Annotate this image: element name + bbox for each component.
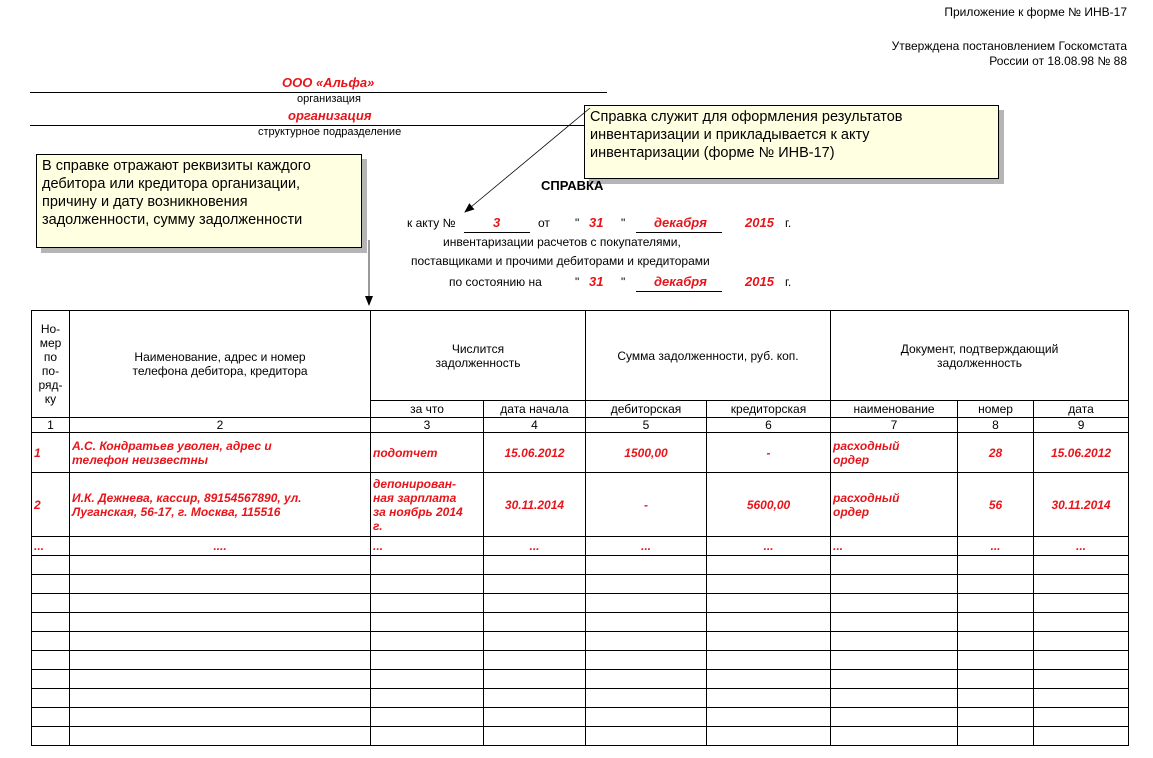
empty-cell	[484, 670, 586, 689]
row-doc-date: 30.11.2014	[1034, 473, 1129, 537]
empty-cell	[371, 594, 484, 613]
state-year-suffix: г.	[785, 275, 792, 289]
empty-cell	[70, 670, 371, 689]
col-number: 3	[371, 418, 484, 433]
state-day: 31	[589, 274, 604, 289]
empty-cell	[958, 708, 1034, 727]
row-for-what-line: депонирован-	[373, 476, 456, 491]
sub-header: дата начала	[484, 401, 586, 418]
approved-line-2: России от 18.08.98 № 88	[989, 54, 1127, 68]
row-for-what-line: подотчет	[373, 445, 438, 460]
empty-cell	[707, 556, 831, 575]
empty-cell	[1034, 556, 1129, 575]
empty-cell	[371, 727, 484, 746]
empty-row	[32, 670, 1129, 689]
header-doc-line: задолженность	[937, 355, 1023, 370]
ellipsis-cell: ...	[586, 537, 707, 556]
table-row	[32, 473, 1129, 537]
empty-cell	[70, 594, 371, 613]
empty-cell	[831, 556, 958, 575]
empty-cell	[32, 651, 70, 670]
state-month-line	[636, 291, 722, 292]
empty-cell	[32, 594, 70, 613]
empty-cell	[32, 556, 70, 575]
sub-header: за что	[371, 401, 484, 418]
col-number: 2	[70, 418, 371, 433]
act-number-line	[464, 232, 530, 233]
empty-cell	[831, 670, 958, 689]
col-number: 7	[831, 418, 958, 433]
empty-cell	[32, 632, 70, 651]
row-num: 2	[32, 473, 70, 537]
header-row	[32, 311, 1129, 401]
empty-row	[32, 575, 1129, 594]
empty-cell	[958, 613, 1034, 632]
ellipsis-cell: ...	[958, 537, 1034, 556]
empty-cell	[707, 575, 831, 594]
empty-cell	[1034, 651, 1129, 670]
empty-cell	[831, 651, 958, 670]
empty-cell	[831, 575, 958, 594]
unit-name: организация	[288, 108, 372, 123]
note-right-line: инвентаризации (форме № ИНВ-17)	[590, 145, 835, 161]
empty-cell	[958, 689, 1034, 708]
empty-row	[32, 594, 1129, 613]
empty-cell	[484, 651, 586, 670]
row-name-line: А.С. Кондратьев уволен, адрес и	[72, 438, 272, 453]
empty-cell	[831, 689, 958, 708]
empty-cell	[707, 670, 831, 689]
row-num: 1	[32, 433, 70, 473]
act-month: декабря	[654, 215, 707, 230]
row-debit: 1500,00	[586, 433, 707, 473]
state-label: по состоянию на	[449, 275, 542, 289]
empty-cell	[1034, 594, 1129, 613]
column-number-row	[32, 418, 1129, 433]
empty-cell	[958, 594, 1034, 613]
quote-open: "	[575, 216, 580, 230]
empty-cell	[1034, 689, 1129, 708]
col-number: 9	[1034, 418, 1129, 433]
empty-cell	[371, 670, 484, 689]
empty-cell	[1034, 575, 1129, 594]
row-doc-date: 15.06.2012	[1034, 433, 1129, 473]
org-caption: организация	[297, 93, 361, 105]
empty-cell	[958, 556, 1034, 575]
row-for-what	[371, 473, 484, 537]
ellipsis-cell: ....	[70, 537, 371, 556]
row-for-what-line: ная зарплата	[373, 490, 457, 505]
row-start-date: 30.11.2014	[484, 473, 586, 537]
note-left-line: задолженности, сумму задолженности	[42, 212, 303, 228]
empty-cell	[831, 708, 958, 727]
empty-cell	[707, 613, 831, 632]
empty-cell	[831, 632, 958, 651]
empty-row	[32, 651, 1129, 670]
empty-cell	[371, 556, 484, 575]
row-name-line: Луганская, 56-17, г. Москва, 115516	[72, 504, 281, 519]
ellipsis-cell: ...	[484, 537, 586, 556]
empty-cell	[484, 613, 586, 632]
row-for-what-line: г.	[373, 518, 383, 533]
row-name-line: И.К. Дежнева, кассир, 89154567890, ул.	[72, 490, 302, 505]
header-doc-line: Документ, подтверждающий	[900, 341, 1059, 356]
empty-cell	[831, 613, 958, 632]
act-year-suffix: г.	[785, 216, 792, 230]
empty-cell	[707, 727, 831, 746]
empty-cell	[958, 575, 1034, 594]
ellipsis-cell: ...	[32, 537, 70, 556]
empty-row	[32, 727, 1129, 746]
sub-header: номер	[958, 401, 1034, 418]
row-name-line: телефон неизвестны	[72, 452, 208, 467]
empty-cell	[958, 727, 1034, 746]
row-name	[70, 433, 371, 473]
sub-header: наименование	[831, 401, 958, 418]
row-doc-name-line: ордер	[833, 452, 870, 467]
empty-cell	[707, 651, 831, 670]
empty-cell	[371, 651, 484, 670]
ellipsis-cell: ...	[707, 537, 831, 556]
header-num-line: ряд-	[38, 378, 63, 392]
note-right-line: инвентаризации и прикладывается к акту	[590, 127, 870, 143]
empty-cell	[1034, 613, 1129, 632]
empty-cell	[32, 708, 70, 727]
table-row	[32, 433, 1129, 473]
empty-cell	[1034, 708, 1129, 727]
empty-cell	[958, 670, 1034, 689]
empty-cell	[831, 594, 958, 613]
row-doc-name-line: ордер	[833, 504, 870, 519]
empty-cell	[70, 613, 371, 632]
row-doc-num: 28	[958, 433, 1034, 473]
act-prefix: к акту №	[407, 216, 456, 230]
ellipsis-cell: ...	[371, 537, 484, 556]
empty-cell	[484, 708, 586, 727]
empty-cell	[586, 556, 707, 575]
empty-cell	[586, 708, 707, 727]
empty-cell	[484, 727, 586, 746]
org-name: ООО «Альфа»	[282, 75, 375, 90]
empty-cell	[1034, 632, 1129, 651]
sub-header: дата	[1034, 401, 1129, 418]
act-month-line	[636, 232, 722, 233]
col-number: 4	[484, 418, 586, 433]
header-name-line: Наименование, адрес и номер	[134, 350, 306, 364]
note-left-line: В справке отражают реквизиты каждого	[42, 158, 311, 174]
row-credit: 5600,00	[707, 473, 831, 537]
arrow-right-note	[465, 108, 590, 212]
ellipsis-cell: ...	[1034, 537, 1129, 556]
header-num	[32, 311, 70, 418]
empty-cell	[70, 727, 371, 746]
doc-title: СПРАВКА	[541, 178, 604, 193]
empty-cell	[484, 575, 586, 594]
row-for-what	[371, 433, 484, 473]
empty-cell	[586, 651, 707, 670]
unit-caption: структурное подразделение	[258, 126, 402, 138]
header-num-line: мер	[39, 336, 62, 350]
state-month: декабря	[654, 274, 707, 289]
col-number: 5	[586, 418, 707, 433]
state-year: 2015	[745, 274, 774, 289]
quote-close: "	[621, 216, 626, 230]
empty-cell	[707, 708, 831, 727]
empty-cell	[484, 632, 586, 651]
empty-row	[32, 556, 1129, 575]
empty-cell	[371, 632, 484, 651]
header-sum: Сумма задолженности, руб. коп.	[586, 311, 831, 401]
sub-header: кредиторская	[707, 401, 831, 418]
doc-line-2: инвентаризации расчетов с покупателями,	[443, 235, 681, 249]
empty-cell	[1034, 670, 1129, 689]
col-number: 1	[32, 418, 70, 433]
empty-cell	[586, 594, 707, 613]
row-doc-name-line: расходный	[833, 490, 900, 505]
note-right-line: Справка служит для оформления результатов	[590, 109, 903, 125]
empty-cell	[586, 670, 707, 689]
empty-row	[32, 689, 1129, 708]
empty-cell	[484, 594, 586, 613]
header-num-line: по	[43, 350, 58, 364]
empty-cell	[32, 575, 70, 594]
empty-cell	[1034, 727, 1129, 746]
empty-cell	[586, 575, 707, 594]
row-name	[70, 473, 371, 537]
empty-cell	[70, 556, 371, 575]
empty-cell	[586, 727, 707, 746]
row-doc-num: 56	[958, 473, 1034, 537]
empty-cell	[484, 689, 586, 708]
empty-cell	[484, 556, 586, 575]
empty-cell	[32, 689, 70, 708]
row-doc-name	[831, 433, 958, 473]
empty-cell	[70, 708, 371, 727]
empty-cell	[586, 613, 707, 632]
header-listed-line: Числится	[451, 341, 505, 356]
act-year: 2015	[745, 215, 774, 230]
empty-cell	[32, 727, 70, 746]
row-credit: -	[707, 433, 831, 473]
state-quote-open: "	[575, 275, 580, 289]
row-doc-name-line: расходный	[833, 438, 900, 453]
doc-line-3: поставщиками и прочими дебиторами и кредиторами	[411, 254, 710, 268]
empty-cell	[707, 594, 831, 613]
empty-row	[32, 708, 1129, 727]
empty-cell	[70, 651, 371, 670]
empty-cell	[32, 613, 70, 632]
empty-cell	[707, 689, 831, 708]
empty-cell	[70, 689, 371, 708]
header-name-line: телефона дебитора, кредитора	[132, 364, 308, 378]
empty-cell	[831, 727, 958, 746]
empty-cell	[586, 632, 707, 651]
empty-cell	[958, 651, 1034, 670]
header-num-line: по-	[41, 364, 60, 378]
row-start-date: 15.06.2012	[484, 433, 586, 473]
row-debit: -	[586, 473, 707, 537]
state-quote-close: "	[621, 275, 626, 289]
header-doc	[831, 311, 1129, 401]
empty-cell	[371, 613, 484, 632]
empty-cell	[586, 689, 707, 708]
row-doc-name	[831, 473, 958, 537]
act-from: от	[538, 216, 550, 230]
header-num-line: Но-	[40, 322, 61, 336]
approved-line-1: Утверждена постановлением Госкомстата	[891, 39, 1127, 53]
sub-header: дебиторская	[586, 401, 707, 418]
header-listed	[371, 311, 586, 401]
empty-row	[32, 613, 1129, 632]
ellipsis-cell: ...	[831, 537, 958, 556]
row-for-what-line: за ноябрь 2014	[373, 504, 463, 519]
empty-cell	[32, 670, 70, 689]
empty-cell	[371, 689, 484, 708]
act-number: 3	[493, 215, 501, 230]
col-number: 8	[958, 418, 1034, 433]
note-left-line: причину и дату возникновения	[42, 194, 248, 210]
empty-cell	[371, 575, 484, 594]
empty-row	[32, 632, 1129, 651]
empty-cell	[707, 632, 831, 651]
header-num-line: ку	[44, 392, 57, 406]
header-name	[70, 311, 371, 418]
empty-cell	[70, 632, 371, 651]
ellipsis-row	[32, 537, 1129, 556]
act-day: 31	[589, 215, 604, 230]
empty-cell	[958, 632, 1034, 651]
empty-cell	[371, 708, 484, 727]
header-listed-line: задолженность	[435, 355, 521, 370]
empty-cell	[70, 575, 371, 594]
appendix-label: Приложение к форме № ИНВ-17	[944, 5, 1127, 19]
note-left-line: дебитора или кредитора организации,	[42, 176, 301, 192]
debt-table	[31, 310, 1129, 746]
col-number: 6	[707, 418, 831, 433]
